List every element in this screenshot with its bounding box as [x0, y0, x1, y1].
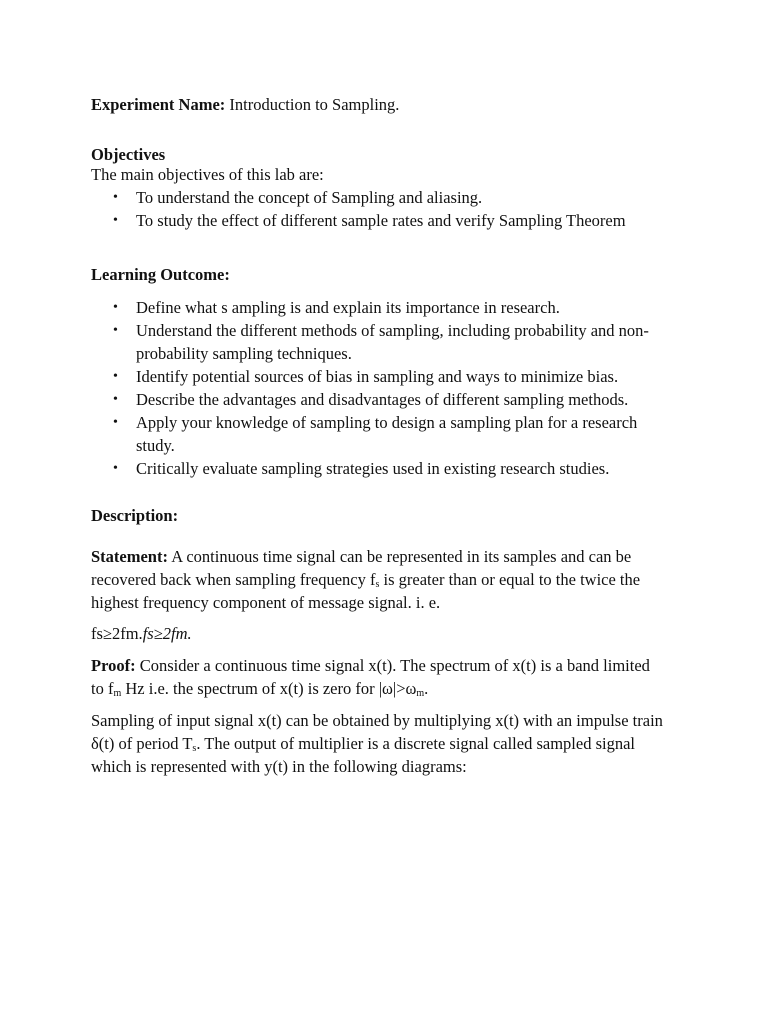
list-item: • Identify potential sources of bias in sampling and ways to minimize bias.	[113, 367, 619, 386]
list-item: • Understand the different methods of sampling, including probability and non-probability sampling techniques.	[113, 321, 649, 363]
bullet-icon: •	[113, 213, 118, 228]
list-item: • Critically evaluate sampling strategies used in existing research studies.	[113, 459, 610, 478]
objectives-list	[91, 186, 691, 232]
experiment-name-label: Experiment Name:	[91, 95, 226, 114]
description-heading: Description:	[91, 506, 179, 525]
bullet-icon: •	[113, 190, 118, 205]
bullet-icon: •	[113, 300, 118, 315]
list-item: • Define what s ampling is and explain its importance in research.	[113, 298, 560, 317]
bullet-icon: •	[113, 369, 118, 384]
bullet-icon: •	[113, 323, 118, 338]
formula-math: fs≥2fm.	[142, 624, 192, 643]
statement-paragraph: Statement: A continuous time signal can be represented in its samples and can be recovered back when sampling frequency $f_s$ is greater than or equal to the twice the highest frequency component of message signal. i. e.	[91, 547, 641, 612]
list-item: • Apply your knowledge of sampling to design a sampling plan for a research study.	[113, 413, 638, 455]
proof-paragraph: Proof: Consider a continuous time signal x(t). The spectrum of x(t) is a band limited to $f_m$ Hz i.e. the spectrum of x(t) is zero for $|\omega|>\omega_m$.	[91, 656, 650, 699]
experiment-name-value: Introduction to Sampling.	[225, 95, 400, 114]
experiment-name-line	[91, 93, 691, 116]
list-item: • To understand the concept of Sampling and aliasing.	[113, 188, 483, 207]
proof-label: Proof:	[91, 656, 136, 675]
bullet-icon: •	[113, 461, 118, 476]
list-item: • Describe the advantages and disadvantages of different sampling methods.	[113, 390, 629, 409]
learning-outcome-heading: Learning Outcome:	[91, 265, 230, 284]
bullet-icon: •	[113, 415, 118, 430]
learning-outcome-list	[91, 296, 651, 480]
objectives-heading: Objectives	[91, 145, 166, 164]
statement-label: Statement:	[91, 547, 168, 566]
sampling-theorem-formula	[91, 622, 691, 645]
bullet-icon: •	[113, 392, 118, 407]
objectives-intro: The main objectives of this lab are:	[91, 165, 324, 184]
list-item: • To study the effect of different sample rates and verify Sampling Theorem	[113, 211, 626, 230]
formula-plain: fs≥2fm.	[91, 624, 143, 643]
sampling-paragraph: Sampling of input signal x(t) can be obtained by multiplying x(t) with an impulse train δ(t) of period $T_s$. The output of multiplier is a discrete signal called sampled signal which is represented with y(t) in the following diagrams:	[91, 711, 663, 776]
